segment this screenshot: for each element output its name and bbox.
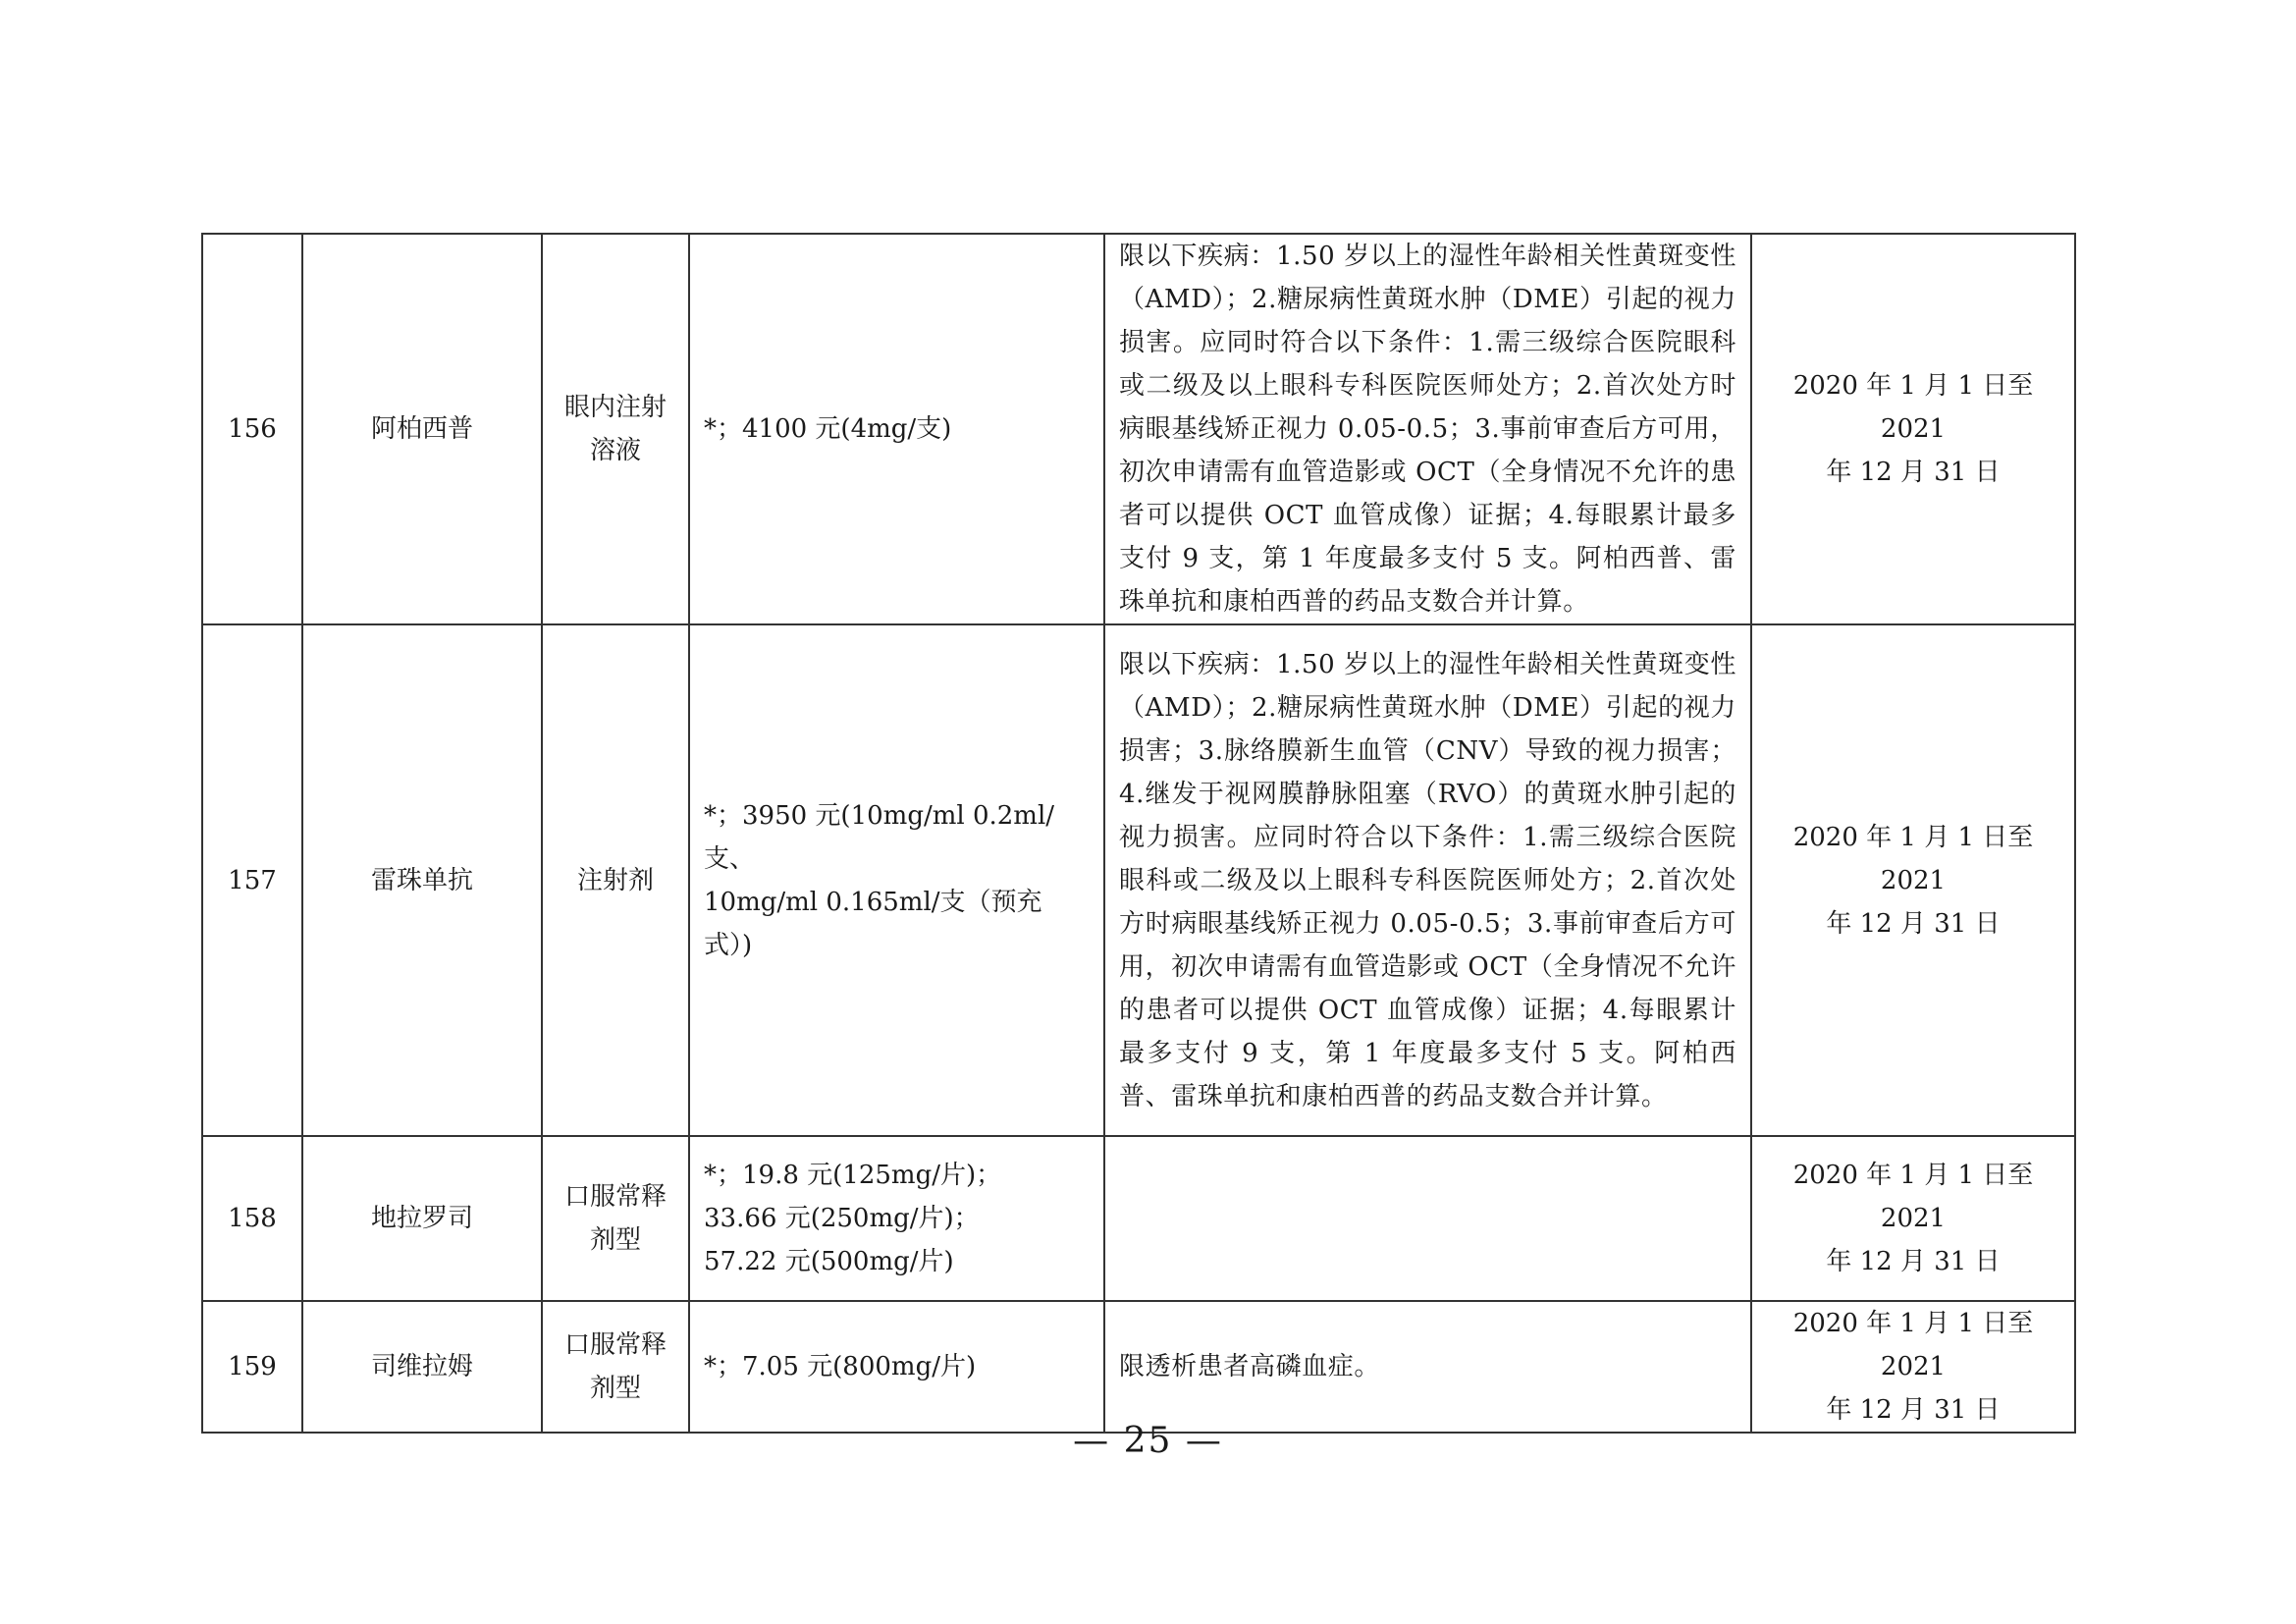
price-line: *；3950 元(10mg/ml 0.2ml/支、 bbox=[704, 800, 1055, 874]
agreement-period bbox=[1751, 624, 2075, 1136]
row-number: 157 bbox=[202, 624, 302, 1136]
table-row bbox=[202, 234, 2075, 624]
payment-limit: 限以下疾病：1.50 岁以上的湿性年龄相关性黄斑变性（AMD）；2.糖尿病性黄斑水肿（DME）引起的视力损害；3.脉络膜新生血管（CNV）导致的视力损害；4.继发于视网膜静脉阻塞（RVO）的黄斑水肿引起的视力损害。应同时符合以下条件：1.需三级综合医院眼科或二级及以上眼科专科医院医师处方；2.首次处方时病眼基线矫正视力 0.05-0.5；3.事前审查后方可用，初次申请需有血管造影或 OCT（全身情况不允许的患者可以提供 OCT 血管成像）证据；4.每眼累计最多支付 9 支，第 1 年度最多支付 5 支。阿柏西普、雷珠单抗和康柏西普的药品支数合并计算。 bbox=[1104, 624, 1751, 1136]
payment-standard bbox=[689, 624, 1104, 1136]
period-line: 年 12 月 31 日 bbox=[1826, 1247, 2001, 1276]
price-line: 57.22 元(500mg/片) bbox=[704, 1247, 954, 1276]
agreement-period bbox=[1751, 234, 2075, 624]
dosage-form bbox=[542, 1136, 689, 1301]
payment-standard bbox=[689, 1136, 1104, 1301]
price-line: *；19.8 元(125mg/片)； bbox=[704, 1161, 1002, 1190]
page-number: — 25 — bbox=[1073, 1421, 1223, 1461]
dosage-form-line: 注射剂 bbox=[576, 865, 654, 895]
dosage-form-line: 剂型 bbox=[589, 1225, 641, 1255]
payment-limit: 限透析患者高磷血症。 bbox=[1104, 1301, 1751, 1433]
drug-list-table bbox=[201, 233, 2076, 1434]
payment-limit bbox=[1104, 1136, 1751, 1301]
row-number: 159 bbox=[202, 1301, 302, 1433]
payment-limit: 限以下疾病：1.50 岁以上的湿性年龄相关性黄斑变性（AMD）；2.糖尿病性黄斑水肿（DME）引起的视力损害。应同时符合以下条件：1.需三级综合医院眼科或二级及以上眼科专科医院医师处方；2.首次处方时病眼基线矫正视力 0.05-0.5；3.事前审查后方可用，初次申请需有血管造影或 OCT（全身情况不允许的患者可以提供 OCT 血管成像）证据；4.每眼累计最多支付 9 支，第 1 年度最多支付 5 支。阿柏西普、雷珠单抗和康柏西普的药品支数合并计算。 bbox=[1104, 234, 1751, 624]
drug-name: 司维拉姆 bbox=[302, 1301, 542, 1433]
price-line: *；4100 元(4mg/支) bbox=[704, 414, 952, 444]
period-line: 2020 年 1 月 1 日至 2021 bbox=[1792, 822, 2034, 895]
drug-name: 雷珠单抗 bbox=[302, 624, 542, 1136]
period-line: 2020 年 1 月 1 日至 2021 bbox=[1792, 1309, 2034, 1381]
row-number: 156 bbox=[202, 234, 302, 624]
price-line: *；7.05 元(800mg/片) bbox=[704, 1352, 977, 1381]
drug-name: 地拉罗司 bbox=[302, 1136, 542, 1301]
dosage-form bbox=[542, 1301, 689, 1433]
table-row bbox=[202, 1136, 2075, 1301]
payment-standard bbox=[689, 234, 1104, 624]
dosage-form-line: 口服常释 bbox=[563, 1330, 667, 1360]
agreement-period bbox=[1751, 1301, 2075, 1433]
dosage-form bbox=[542, 234, 689, 624]
dosage-form-line: 眼内注射 bbox=[563, 393, 667, 422]
dosage-form-line: 口服常释 bbox=[563, 1182, 667, 1212]
dosage-form-line: 溶液 bbox=[589, 436, 641, 465]
period-line: 2020 年 1 月 1 日至 2021 bbox=[1792, 1161, 2034, 1233]
table-row bbox=[202, 624, 2075, 1136]
row-number: 158 bbox=[202, 1136, 302, 1301]
drug-name: 阿柏西普 bbox=[302, 234, 542, 624]
period-line: 年 12 月 31 日 bbox=[1826, 458, 2001, 487]
period-line: 年 12 月 31 日 bbox=[1826, 908, 2001, 939]
period-line: 年 12 月 31 日 bbox=[1826, 1395, 2001, 1425]
payment-standard bbox=[689, 1301, 1104, 1433]
period-line: 2020 年 1 月 1 日至 2021 bbox=[1792, 371, 2034, 444]
price-line: 10mg/ml 0.165ml/支（预充式）) bbox=[704, 887, 1042, 960]
price-line: 33.66 元(250mg/片)； bbox=[704, 1204, 980, 1233]
dosage-form bbox=[542, 624, 689, 1136]
agreement-period bbox=[1751, 1136, 2075, 1301]
table-row bbox=[202, 1301, 2075, 1433]
dosage-form-line: 剂型 bbox=[589, 1374, 641, 1403]
